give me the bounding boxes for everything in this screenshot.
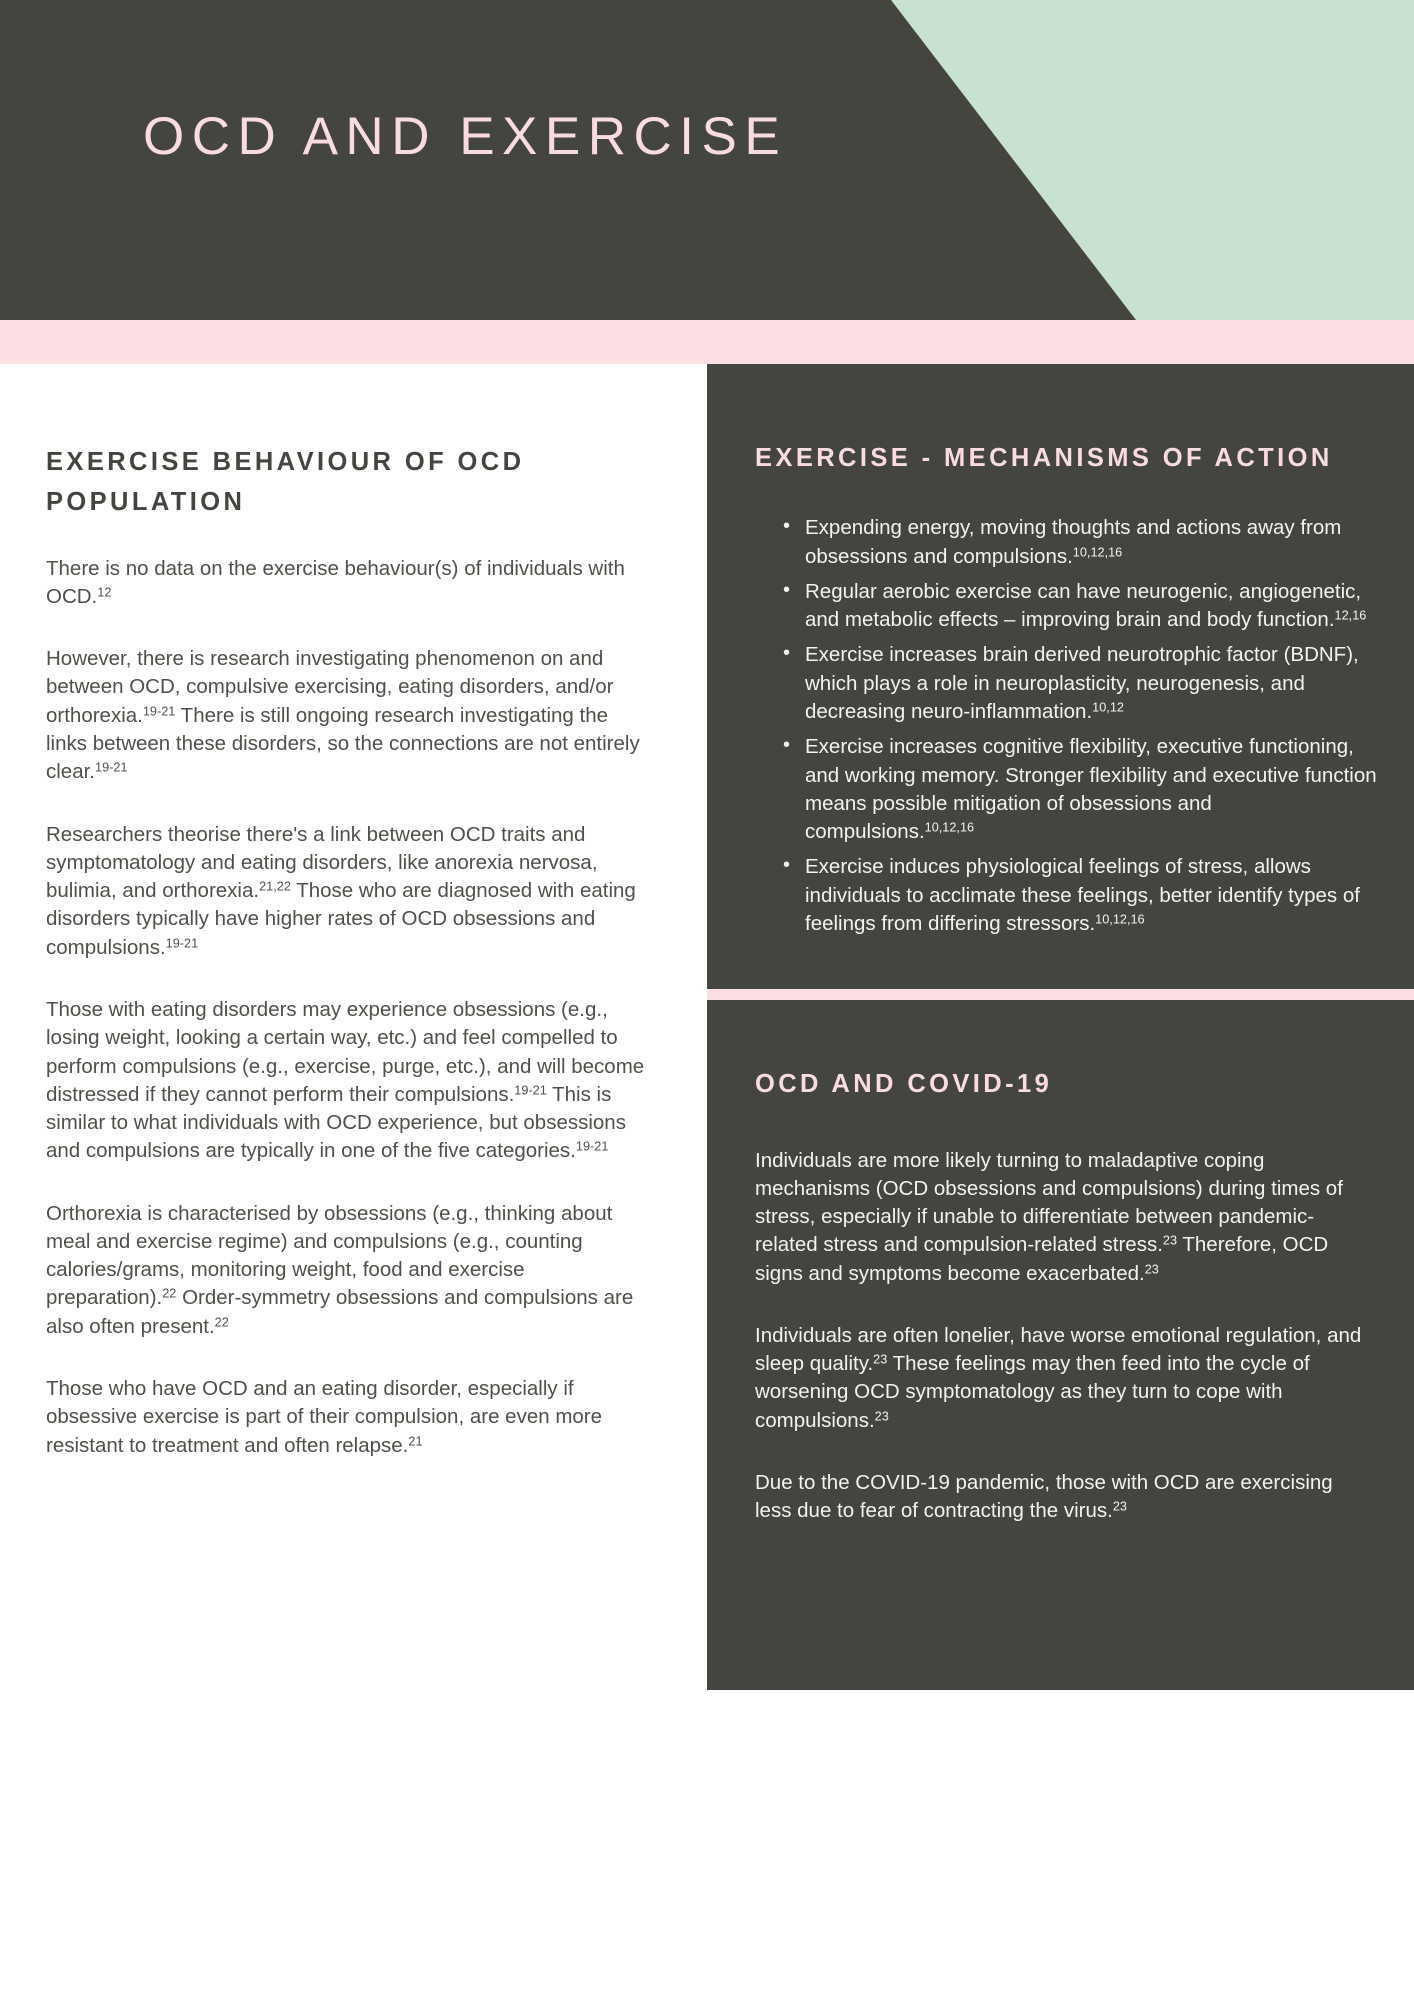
citation-ref: 10,12 — [1092, 699, 1124, 715]
citation-ref: 10,12,16 — [1095, 911, 1145, 927]
paragraph-text: However, there is research investigating phenomenon on and between OCD, compulsive exercising, eating disorders, and/or orthorexia. — [46, 647, 614, 727]
paragraph-text: There is no data on the exercise behaviour(s) of individuals with OCD. — [46, 556, 625, 608]
paragraph-text: Due to the COVID-19 pandemic, those with OCD are exercising less due to fear of contracting the virus. — [755, 1471, 1333, 1523]
left-column-heading: EXERCISE BEHAVIOUR OF OCD POPULATION — [46, 448, 525, 517]
citation-ref: 21,22 — [259, 878, 291, 894]
bullet-text: Regular aerobic exercise can have neurogenic, angiogenetic, and metabolic effects – improving brain and body function. — [805, 579, 1362, 632]
bullet-text: Expending energy, moving thoughts and actions away from obsessions and compulsions. — [805, 516, 1342, 568]
citation-ref: 12,16 — [1334, 607, 1367, 623]
citation-ref-2: 19-21 — [165, 935, 199, 951]
mechanisms-panel — [707, 364, 1414, 989]
paragraph-text-2: There is still ongoing research investigating the links between these disorders, so the connections are not entirely clear. — [46, 703, 640, 784]
covid-panel — [707, 1000, 1414, 1690]
paragraph-text: Researchers theorise there's a link between OCD traits and symptomatology and eating disorders, like anorexia nervosa, bulimia, and orthorexia. — [46, 822, 598, 903]
citation-ref: 22 — [162, 1285, 177, 1301]
right-column — [707, 364, 1414, 1690]
paragraph-text-2: Those who are diagnosed with eating disorders typically have higher rates of OCD obsessions and compulsions. — [46, 879, 636, 959]
paragraph-text: Those who have OCD and an eating disorder, especially if obsessive exercise is part of their compulsion, are even more resistant to treatment and often relapse. — [46, 1377, 603, 1457]
citation-ref-2: 23 — [1144, 1261, 1159, 1277]
citation-ref-2: 19-21 — [575, 1138, 609, 1154]
paragraph-text-2: These feelings may then feed into the cycle of worsening OCD symptomatology as they turn to cope with compulsions. — [755, 1352, 1310, 1432]
paragraph-text: Orthorexia is characterised by obsessions (e.g., thinking about meal and exercise regime) and compulsions (e.g., counting calories/grams, monitoring weight, food and exercise preparation). — [46, 1201, 613, 1310]
content-columns — [0, 364, 1414, 1690]
citation-ref-2: 19-21 — [95, 759, 128, 775]
paragraph-text-2: Order-symmetry obsessions and compulsions are also often present. — [46, 1286, 634, 1338]
citation-ref-2: 23 — [874, 1408, 889, 1424]
paragraph — [46, 996, 649, 1166]
citation-ref: 19-21 — [142, 703, 176, 719]
paragraph — [46, 821, 649, 962]
page-header — [0, 0, 1414, 320]
citation-ref: 23 — [1112, 1498, 1127, 1514]
bullet-text: Exercise induces physiological feelings of stress, allows individuals to acclimate these feelings, better identify types of feelings from differing stressors. — [805, 855, 1360, 935]
left-column — [0, 364, 707, 1520]
citation-ref: 23 — [873, 1351, 888, 1367]
panel-pink-divider — [707, 989, 1414, 1000]
citation-ref: 23 — [1162, 1232, 1178, 1248]
mechanisms-bullet-list — [755, 514, 1378, 938]
citation-ref: 21 — [408, 1433, 423, 1448]
list-item — [783, 514, 1378, 571]
paragraph — [755, 1322, 1374, 1435]
bullet-text: Exercise increases cognitive flexibility, executive functioning, and working memory. Stronger flexibility and executive function means possible mitigation of obsessions and compulsions. — [805, 735, 1377, 844]
page-title: OCD AND EXERCISE — [143, 107, 788, 166]
paragraph-text: Those with eating disorders may experience obsessions (e.g., losing weight, looking a certain way, etc.) and feel compelled to perform compulsions (e.g., exercise, purge, etc.), and will become distressed if they cannot perform their compulsions. — [46, 997, 645, 1106]
paragraph — [755, 1147, 1374, 1288]
paragraph — [46, 1375, 649, 1460]
paragraph — [755, 1469, 1374, 1526]
paragraph-text-2: Therefore, OCD signs and symptoms become exacerbated. — [755, 1233, 1329, 1285]
paragraph — [46, 645, 649, 786]
paragraph — [46, 1200, 649, 1341]
citation-ref: 12 — [97, 584, 112, 600]
citation-ref: 19-21 — [514, 1082, 547, 1098]
list-item — [783, 733, 1378, 846]
list-item — [783, 853, 1378, 938]
paragraph-text: Individuals are more likely turning to maladaptive coping mechanisms (OCD obsessions and compulsions) during times of stress, especially if unable to differentiate between pandemic-related stress and compulsion-related stress. — [755, 1148, 1343, 1257]
citation-ref: 10,12,16 — [924, 819, 975, 835]
paragraph — [46, 555, 649, 612]
paragraph-text-2: This is similar to what individuals with OCD experience, but obsessions and compulsions are typically in one of the five categories. — [46, 1082, 626, 1163]
list-item — [783, 641, 1378, 726]
bullet-text: Exercise increases brain derived neurotrophic factor (BDNF), which plays a role in neuroplasticity, neurogenesis, and decreasing neuro-inflammation. — [805, 643, 1359, 723]
mechanisms-heading: EXERCISE - MECHANISMS OF ACTION — [755, 444, 1333, 472]
header-pink-stripe — [0, 320, 1414, 364]
covid-heading: OCD AND COVID-19 — [755, 1070, 1053, 1099]
paragraph-text: Individuals are often lonelier, have worse emotional regulation, and sleep quality. — [755, 1323, 1362, 1376]
citation-ref: 10,12,16 — [1072, 543, 1123, 559]
citation-ref-2: 22 — [214, 1314, 229, 1330]
list-item — [783, 578, 1378, 635]
